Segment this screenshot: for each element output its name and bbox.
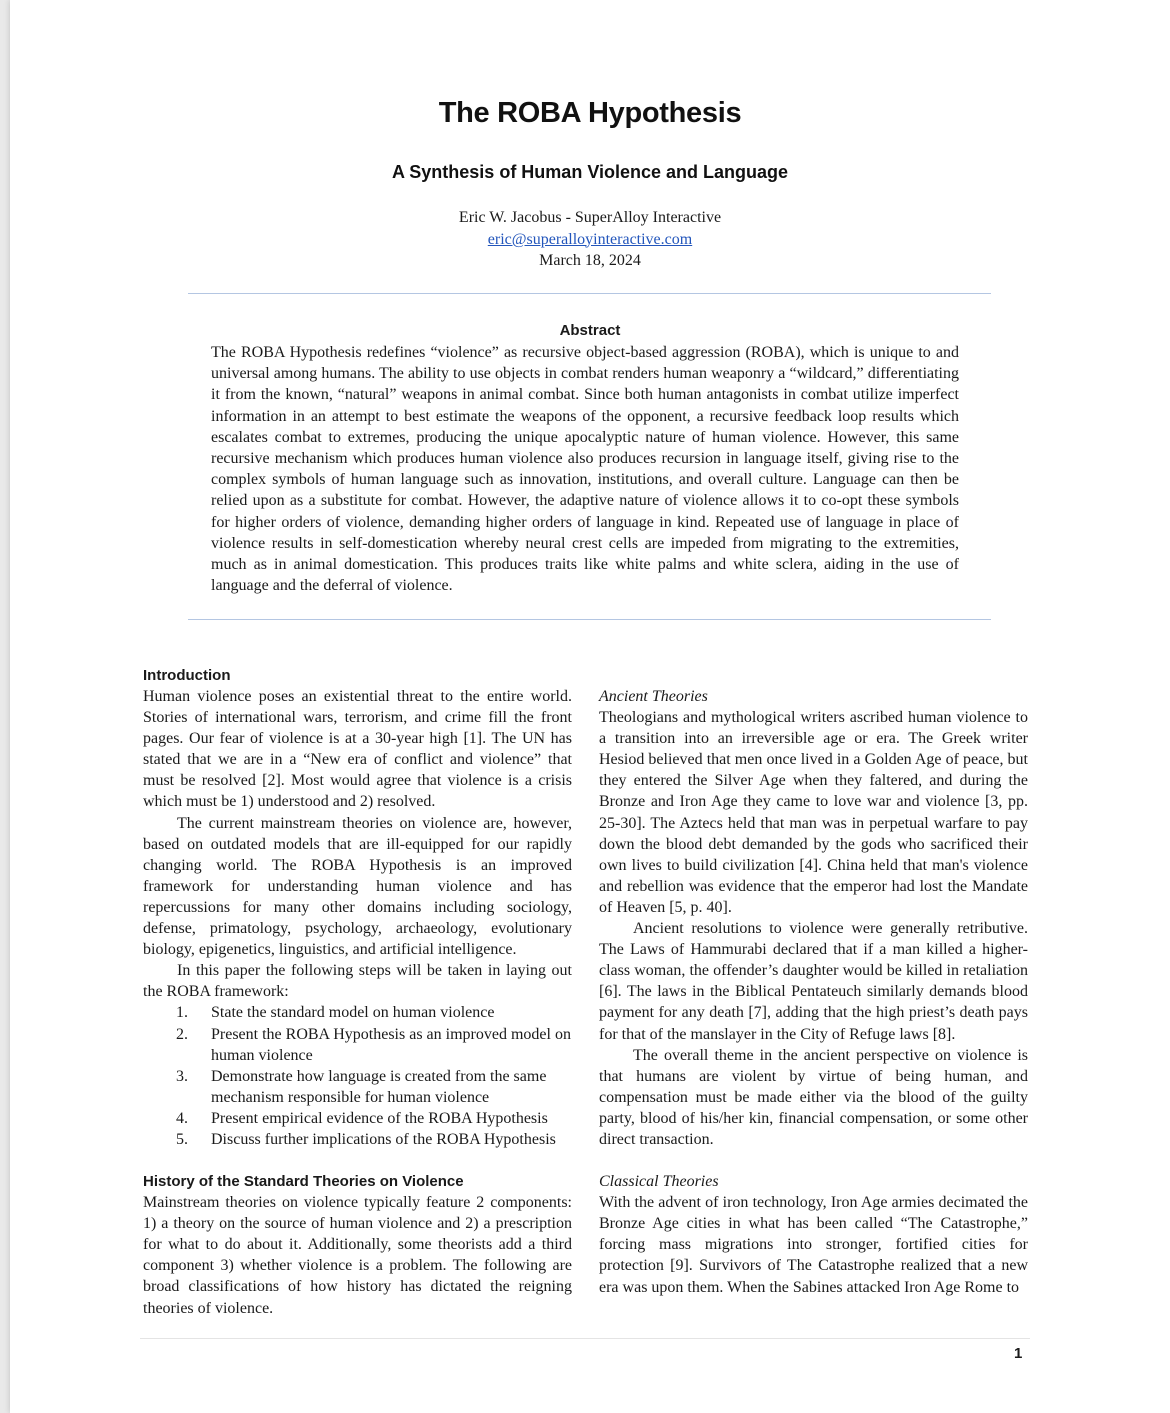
bottom-divider: [188, 619, 991, 620]
paper-subtitle: A Synthesis of Human Violence and Language: [391, 162, 789, 182]
intro-paragraph-2: The current mainstream theories on violence are, however, based on outdated models that are ill-equipped for our rapidly changing world. The ROBA Hypothesis is an improved framework for understanding human violence and has repercussions for many other domains including sociology, defense, primatology, psychology, archaeology, evolutionary biology, epigenetics, linguistics, and artificial intelligence.: [143, 814, 572, 959]
ancient-paragraph-3: The overall theme in the ancient perspective on violence is that humans are violent by virtue of being human, and compensation must be made either via the blood of the guilty party, blood of his/her kin, financial compensation, or some other direct transaction.: [599, 1046, 1028, 1148]
page-number: 1: [1014, 1345, 1023, 1362]
ancient-paragraph-1: Theologians and mythological writers ascribed human violence to a transition into an irreversible age or era. The Greek writer Hesiod believed that men once lived in a Golden Age of peace, but they entered the Silver Age when they faltered, and during the Bronze and Iron Age they came to love war and violence [3, pp. 25-30]. The Aztecs held that man was in perpetual warfare to pay down the blood debt demanded by the gods who sacrificed their own lives to build civilization [4]. China held that man's violence and rebellion was evidence that the emperor had lost the Mandate of Heaven [5, p. 40].: [599, 709, 1028, 916]
publication-date: March 18, 2024: [539, 252, 641, 269]
intro-paragraph-3: In this paper the following steps will be taken in laying out the ROBA framework:: [143, 962, 572, 1001]
left-column: [143, 665, 572, 1319]
footer-divider: [140, 1338, 1030, 1339]
author-block: [10, 207, 1170, 272]
classical-theories-heading: Classical Theories: [599, 1173, 719, 1191]
intro-paragraph-1: Human violence poses an existential threat to the entire world. Stories of international wars, terrorism, and crime fill the front pages. Our fear of violence is at a 30-year high [1]. The UN has stated that we are in a “New era of conflict and violence” that must be resolved [2]. Most would agree that violence is a crisis which must be 1) understood and 2) resolved.: [143, 688, 572, 811]
paper-title: The ROBA Hypothesis: [438, 97, 742, 129]
abstract-body: The ROBA Hypothesis redefines “violence” as recursive object-based aggression (ROBA), which is unique to and universal among humans. The ability to use objects in combat renders human weaponry a “wildcard,” differentiating it from the known, “natural” weapons in animal combat. Since both human antagonists in combat utilize imperfect information in an attempt to best estimate the weapons of the opponent, a recursive feedback loop results which escalates combat to extremes, producing the unique apocalyptic nature of human violence. However, this same recursive mechanism which produces human violence also produces recursion in language itself, giving rise to the complex symbols of human language such as innovation, institutions, and overall culture. Language can then be relied upon as a substitute for combat. However, the adaptive nature of violence allows it to co-opt these symbols for higher orders of violence, demanding higher orders of language in kind. Repeated use of language in place of violence results in self-domestication whereby neural crest cells are impeded from migrating to the extremities, much as in animal domestication. This produces traits like white palms and white sclera, aiding in the use of language and the deferral of violence.: [211, 344, 959, 595]
history-heading: History of the Standard Theories on Violence: [143, 1173, 464, 1191]
introduction-heading: Introduction: [143, 667, 231, 684]
list-item: 2. Present the ROBA Hypothesis as an improved model on human violence: [176, 1025, 571, 1064]
author-line: Eric W. Jacobus - SuperAlloy Interactive: [458, 209, 722, 226]
history-paragraph-1: Mainstream theories on violence typically feature 2 components: 1) a theory on the source of human violence and 2) a prescription for what to do about it. Additionally, some theorists add a third component 3) whether violence is a problem. The following are broad classifications of how history has dictated the reigning theories of violence.: [143, 1194, 572, 1317]
document-page: [10, 0, 1170, 1413]
classical-paragraph-1: With the advent of iron technology, Iron Age armies decimated the Bronze Age cities in what has been called “The Catastrophe,” forcing mass migrations into stronger, fortified cities for protection [9]. Survivors of The Catastrophe realized that a new era was upon them. When the Sabines attacked Iron Age Rome to: [599, 1194, 1028, 1296]
right-column: [599, 686, 1028, 1298]
ancient-paragraph-2: Ancient resolutions to violence were generally retributive. The Laws of Hammurabi declared that if a man killed a higher-class woman, the offender’s daughter would be killed in retaliation [6]. The laws in the Biblical Pentateuch similarly demands blood payment for any death [7], adding that the high priest’s death pays for that of the manslayer in the City of Refuge laws [8].: [599, 920, 1028, 1043]
top-divider: [188, 293, 991, 294]
author-email-link[interactable]: eric@superalloyinteractive.com: [487, 230, 693, 248]
list-item: 5. Discuss further implications of the ROBA Hypothesis: [176, 1130, 556, 1148]
list-item: 1. State the standard model on human violence: [176, 1004, 495, 1022]
list-item: 4. Present empirical evidence of the ROBA Hypothesis: [176, 1109, 548, 1127]
steps-list: [143, 1002, 572, 1150]
abstract-heading: Abstract: [559, 322, 621, 339]
list-item: 3. Demonstrate how language is created from the same mechanism responsible for human violence: [176, 1067, 547, 1106]
ancient-theories-heading: Ancient Theories: [599, 688, 708, 705]
